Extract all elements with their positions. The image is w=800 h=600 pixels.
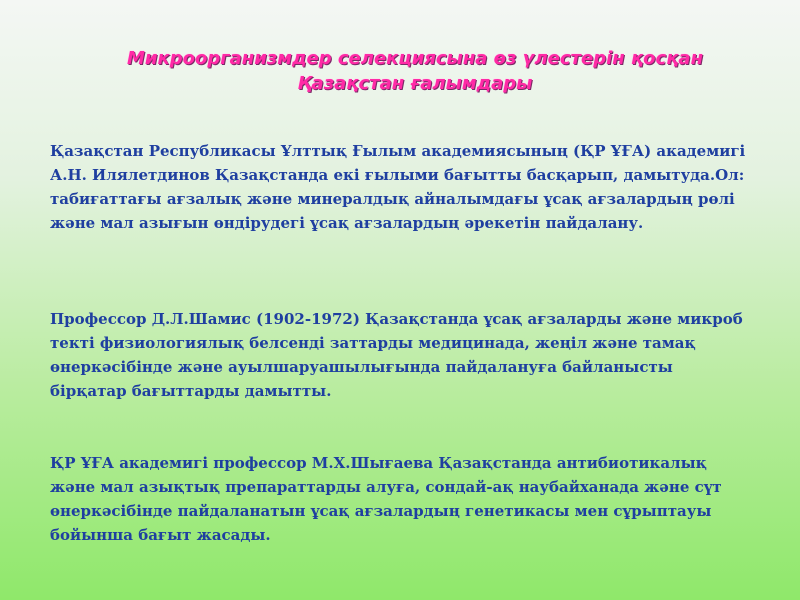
- slide-title-line-2: Қазақстан ғалымдары: [297, 73, 533, 94]
- paragraph-shygaeva: ҚР ҰҒА академигі профессор М.Х.Шығаева Қазақстанда антибиотикалық және мал азықтық препараттарды алуға, сондай-ақ наубайханада және сүт өнеркәсібінде пайдаланатын ұсақ ағзалардың генетикасы мен сұрыптауы бойынша бағыт жасады.: [50, 454, 722, 544]
- paragraph-shamis: Профессор Д.Л.Шамис (1902-1972) Қазақстанда ұсақ ағзаларды және микроб текті физиологиялық белсенді заттарды медицинада, жеңіл және тамақ өнеркәсібінде және ауылшаруашылығында пайдалануға байланысты бірқатар бағыттарды дамытты.: [50, 310, 743, 400]
- slide-title-line-1: Микроорганизмдер селекциясына өз үлестерін қосқан: [126, 48, 704, 69]
- slide-title: [120, 46, 710, 96]
- paragraph-ilyaletdinov: Қазақстан Республикасы Ұлттық Ғылым академиясының (ҚР ҰҒА) академигі А.Н. Илялетдинов Қазақстанда екі ғылыми бағытты басқарып, дамытуда.Ол: табиғаттағы ағзалық және минералдық айналымдағы ұсақ ағзалардың рөлі және мал азығын өндірудегі ұсақ ағзалардың әрекетін пайдалану.: [50, 142, 746, 232]
